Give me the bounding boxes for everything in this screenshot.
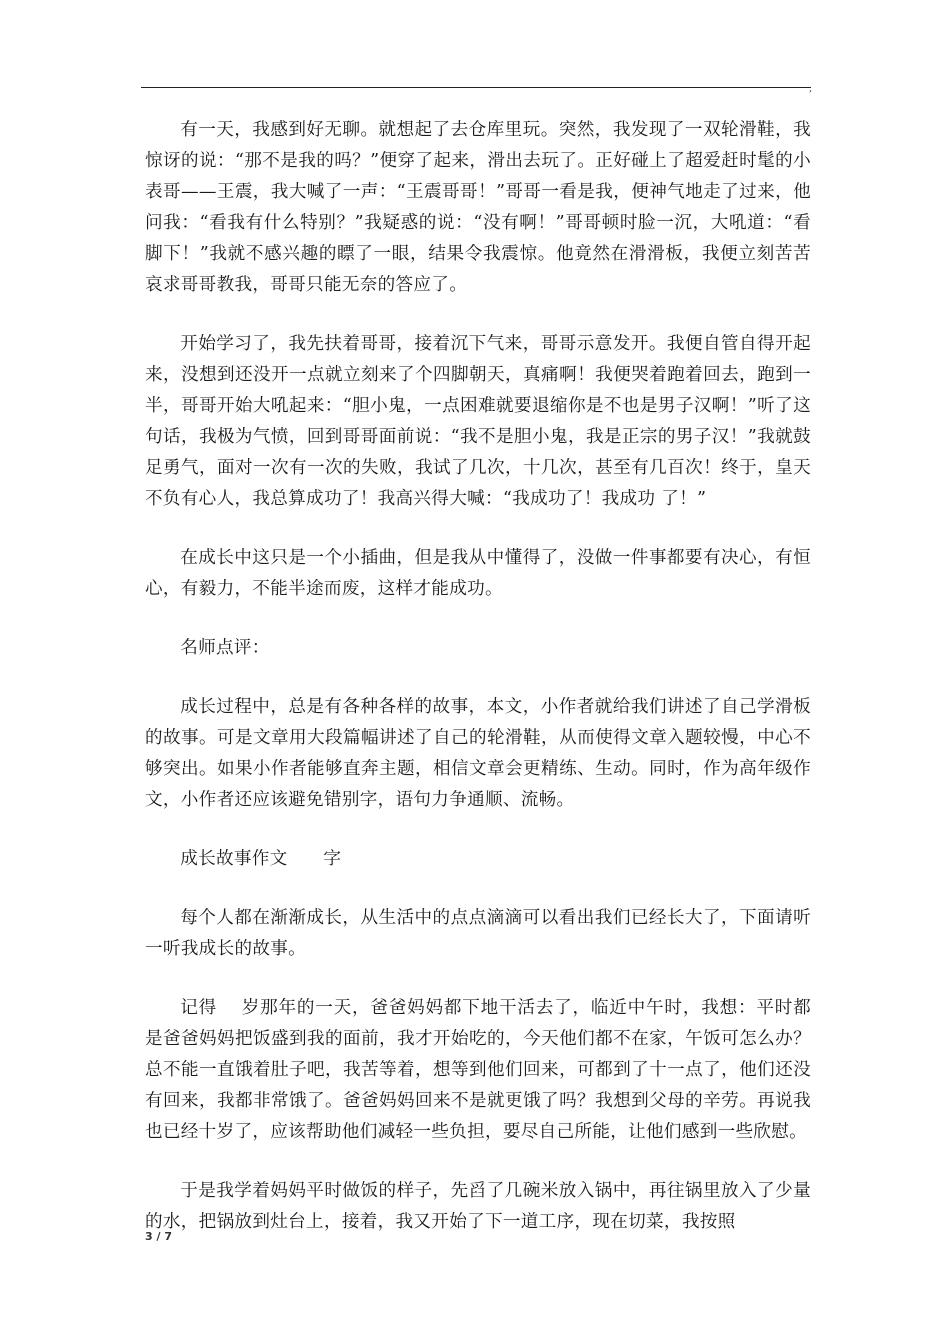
document-body [145, 115, 811, 1266]
header-mark: , [809, 83, 813, 94]
paragraph-3: 在成长中这只是一个小插曲，但是我从中懂得了，没做一件事都要有决心，有恒心，有毅力，不能半途而废，这样才能成功。 [145, 548, 811, 599]
paragraph-1: 有一天，我感到好无聊。就想起了去仓库里玩。突然，我发现了一双轮滑鞋，我惊讶的说：“那不是我的吗？”便穿了起来，滑出去玩了。正好碰上了超爱赶时髦的小表哥——王震，我大喊了一声：“王震哥哥！”哥哥一看是我，便神气地走了过来，他问我：“看我有什么特别？”我疑惑的说：“没有啊！”哥哥顿时脸一沉，大吼道：“看脚下！”我就不感兴趣的瞟了一眼，结果令我震惊。他竟然在滑滑板，我便立刻苦苦哀求哥哥教我，哥哥只能无奈的答应了。 [145, 120, 811, 295]
paragraph-cooking: 于是我学着妈妈平时做饭的样子，先舀了几碗米放入锅中，再往锅里放入了少量的水，把锅放到灶台上，接着，我又开始了下一道工序，现在切菜，我按照 [145, 1181, 811, 1232]
review-heading: 名师点评： [180, 638, 270, 658]
paragraph-intro: 每个人都在渐渐成长，从生活中的点点滴滴可以看出我们已经长大了，下面请听一听我成长的故事。 [145, 908, 811, 959]
paragraph-2: 开始学习了，我先扶着哥哥，接着沉下气来，哥哥示意发开。我便自管自得开起来，没想到还没开一点就立刻来了个四脚朝天，真痛啊！我便哭着跑着回去，跑到一半，哥哥开始大吼起来：“胆小鬼，一点困难就要退缩你是不也是男子汉啊！”听了这句话，我极为气愤，回到哥哥面前说：“我不是胆小鬼，我是正宗的男子汉！”我就鼓足勇气，面对一次有一次的失败，我试了几次，十几次，甚至有几百次！终于，皇天不负有心人，我总算成功了！我高兴得大喊：“我成功了！我成功 了！” [145, 334, 811, 509]
header-rule [141, 87, 811, 88]
essay-title: 成长故事作文 字 [180, 849, 342, 869]
page-number: 3 / 7 [145, 1230, 172, 1243]
paragraph-memory: 记得 岁那年的一天，爸爸妈妈都下地干活去了，临近中午时，我想：平时都是爸爸妈妈把饭盛到我的面前，我才开始吃的，今天他们都不在家，午饭可怎么办？总不能一直饿着肚子吧，我苦等着，想等到他们回来，可都到了十一点了，他们还没有回来，我都非常饿了。爸爸妈妈回来不是就更饿了吗？我想到父母的辛劳。再说我也已经十岁了，应该帮助他们减轻一些负担，要尽自己所能，让他们感到一些欣慰。 [145, 998, 811, 1142]
review-paragraph: 成长过程中，总是有各种各样的故事，本文，小作者就给我们讲述了自己学滑板的故事。可是文章用大段篇幅讲述了自己的轮滑鞋，从而使得文章入题较慢，中心不够突出。如果小作者能够直奔主题，相信文章会更精练、生动。同时，作为高年级作文，小作者还应该避免错别字，语句力争通顺、流畅。 [145, 697, 811, 810]
